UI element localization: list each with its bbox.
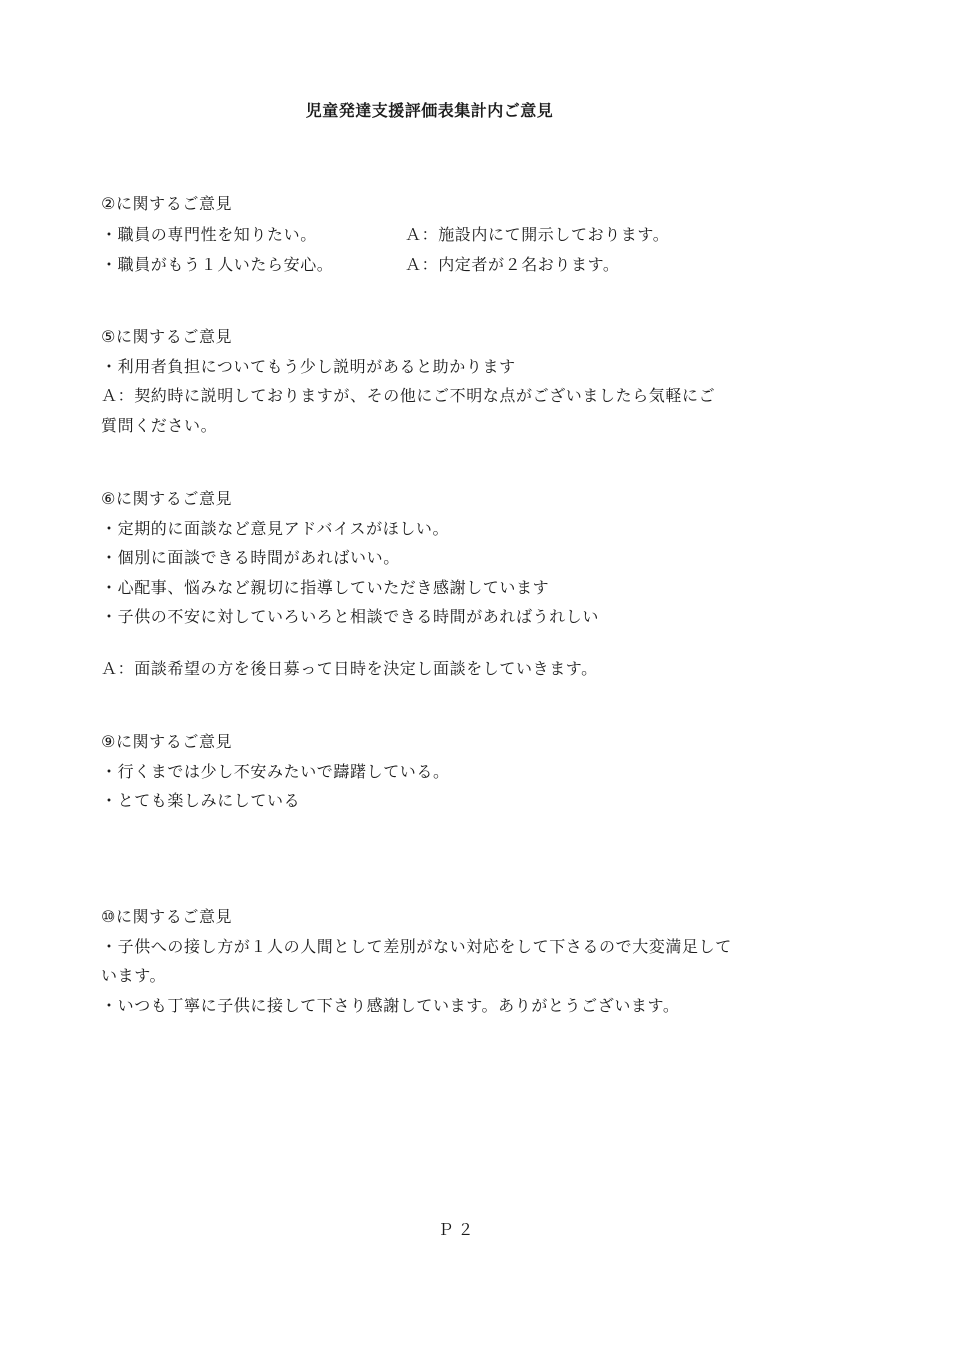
- section-2-heading: ②に関するご意見: [101, 194, 233, 213]
- page-number: Ｐ２: [437, 1220, 478, 1239]
- section-6-heading: ⑥に関するご意見: [101, 489, 233, 508]
- section-5-heading: ⑤に関するご意見: [101, 327, 233, 346]
- section-10-line-3: ・いつも丁寧に子供に接して下さり感謝しています。ありがとうございます。: [101, 996, 680, 1015]
- section-6-line-1: ・定期的に面談など意見アドバイスがほしい。: [101, 519, 450, 538]
- section-5-line-1: ・利用者負担についてもう少し説明があると助かります: [101, 357, 516, 376]
- section-6-line-2: ・個別に面談できる時間があればいい。: [101, 548, 400, 567]
- section-9-line-2: ・とても楽しみにしている: [101, 791, 301, 810]
- section-2-comment-2: ・職員がもう１人いたら安心。: [101, 255, 334, 274]
- section-2-comment-1: ・職員の専門性を知りたい。: [101, 225, 317, 244]
- section-6-line-4: ・子供の不安に対していろいろと相談できる時間があればうれしい: [101, 607, 600, 626]
- section-6-line-3: ・心配事、悩みなど親切に指導していただき感謝しています: [101, 578, 550, 597]
- document-title: 児童発達支援評価表集計内ご意見: [305, 101, 554, 120]
- section-10-line-1: ・子供への接し方が１人の人間として差別がない対応をして下さるので大変満足して: [101, 937, 732, 956]
- section-2-answer-2: Ａ：内定者が２名おります。: [405, 255, 620, 274]
- section-9-heading: ⑨に関するご意見: [101, 732, 233, 751]
- section-10-line-2: います。: [101, 966, 167, 985]
- section-5-line-2: Ａ：契約時に説明しておりますが、その他にご不明な点がございましたら気軽にご: [101, 386, 716, 405]
- section-6-answer: Ａ：面談希望の方を後日募って日時を決定し面談をしていきます。: [101, 659, 598, 678]
- section-5-line-3: 質問ください。: [101, 416, 218, 435]
- section-2-answer-1: Ａ：施設内にて開示しております。: [405, 225, 670, 244]
- section-9-line-1: ・行くまでは少し不安みたいで躊躇している。: [101, 762, 450, 781]
- section-10-heading: ⑩に関するご意見: [101, 907, 233, 926]
